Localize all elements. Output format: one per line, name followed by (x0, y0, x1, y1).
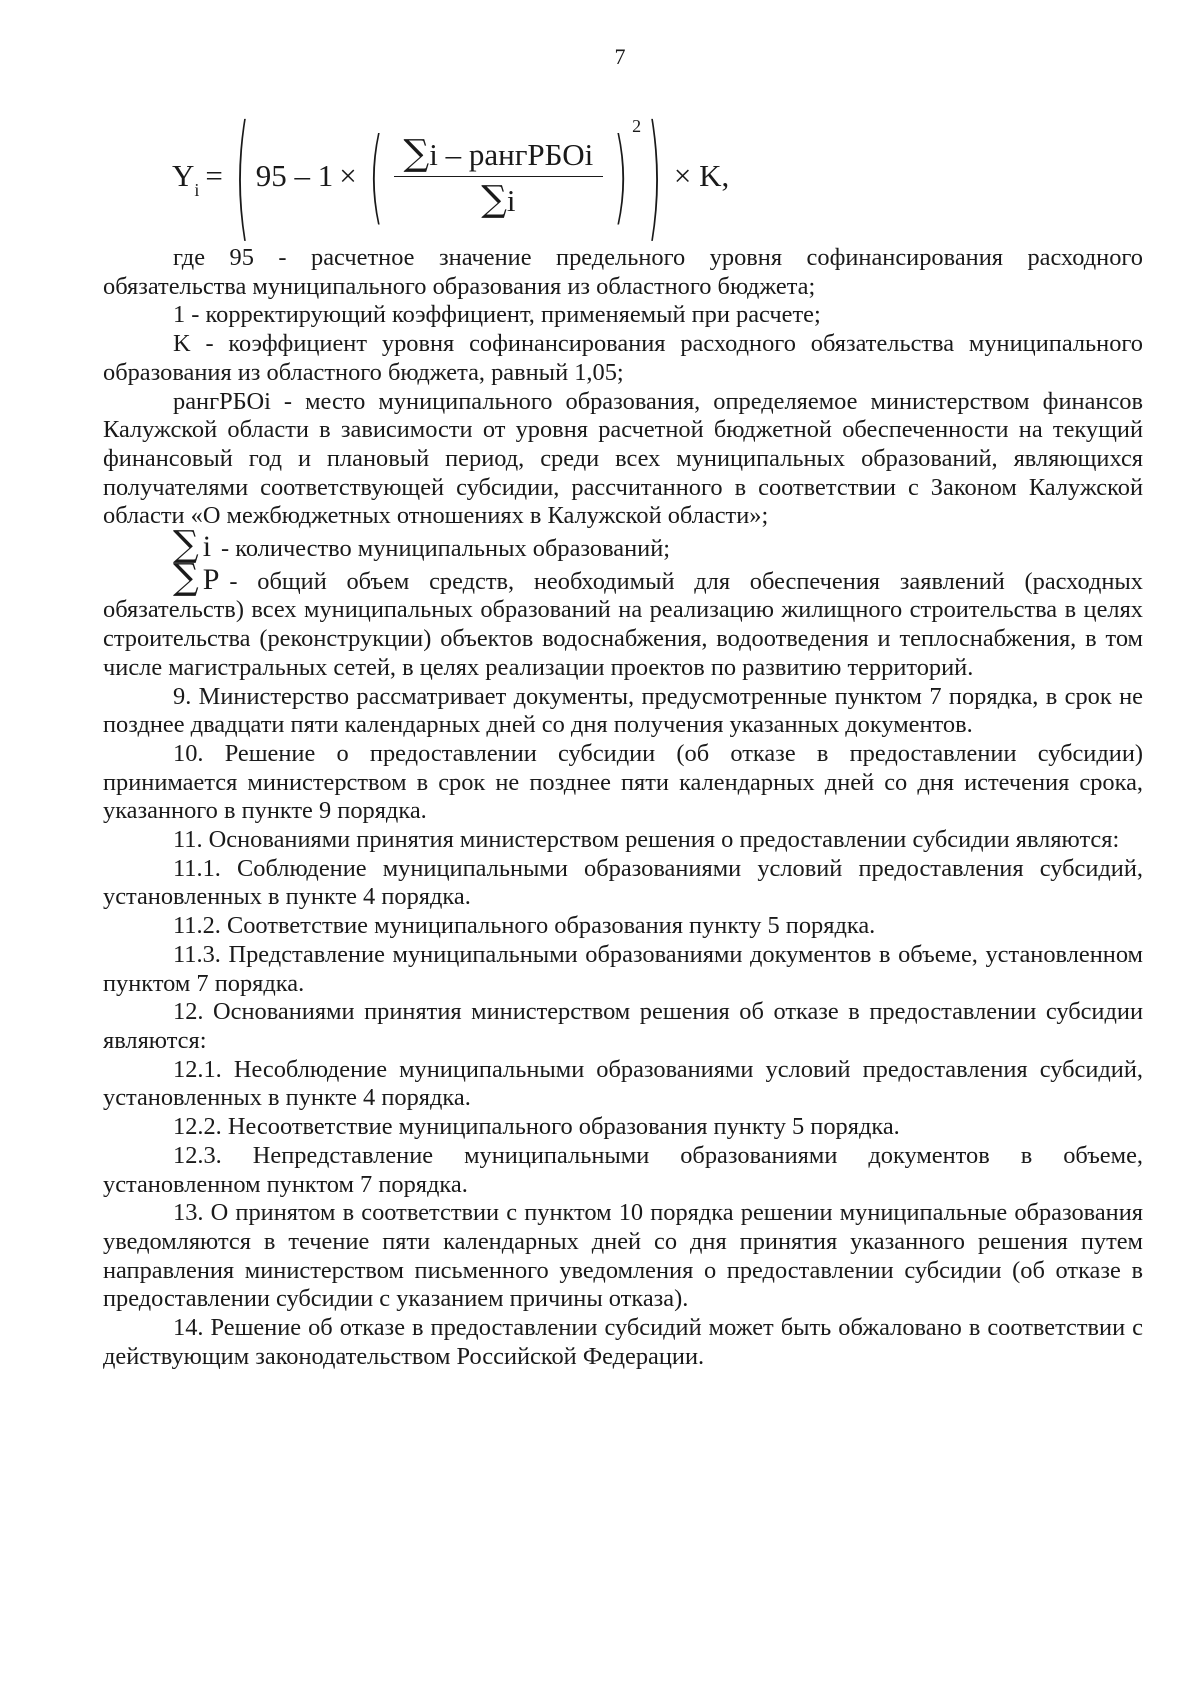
item-12-1: 12.1. Несоблюдение муниципальными образованиями условий предоставления субсидий, установленных в пункте 4 порядка. (103, 1055, 1143, 1112)
sigma-symbol: ∑ (173, 556, 199, 598)
item-11-3: 11.3. Представление муниципальными образованиями документов в объеме, установленном пунктом 7 порядка. (103, 940, 1143, 997)
formula-inner-close-paren: ) (613, 116, 629, 236)
subsidy-formula (172, 96, 735, 256)
definition-1: 1 - корректирующий коэффициент, применяемый при расчете; (173, 301, 821, 329)
sigma-symbol: ∑ (481, 178, 507, 220)
formula-equals: = (205, 158, 223, 193)
formula-times: × (339, 158, 357, 193)
item-11-1: 11.1. Соблюдение муниципальными образованиями условий предоставления субсидий, установленных в пункте 4 порядка. (103, 854, 1143, 911)
formula-lhs: $Y_i$ (172, 158, 200, 200)
item-9: 9. Министерство рассматривает документы, предусмотренные пунктом 7 порядка, в срок не позднее двадцати пяти календарных дней со дня получения указанных документов. (103, 682, 1143, 739)
sum-i-text: - количество муниципальных образований; (221, 535, 671, 563)
formula-numerator: ∑i – рангРБОi (394, 133, 604, 177)
definition-sum-p (103, 556, 1143, 683)
item-11-2: 11.2. Соответствие муниципального образования пункту 5 порядка. (173, 912, 876, 940)
item-12-3: 12.3. Непредставление муниципальными образованиями документов в объеме, установленном пунктом 7 порядка. (103, 1141, 1143, 1198)
formula-outer-open-paren: ( (234, 96, 250, 256)
formula-fraction (394, 133, 604, 220)
sum-p-var: P (202, 562, 220, 596)
sigma-symbol: ∑ (403, 132, 430, 174)
sum-i-var: i (202, 530, 212, 564)
sigma-symbol: ∑ (173, 524, 199, 566)
item-11: 11. Основаниями принятия министерством решения о предоставлении субсидии являются: (173, 826, 1120, 854)
definition-sum-i (103, 524, 1143, 566)
page-number: 7 (614, 44, 626, 69)
formula-tail: × K, (673, 158, 730, 193)
definition-95: где 95 - расчетное значение предельного уровня софинансирования расходного обязательства муниципального образования из областного бюджета; (103, 244, 1143, 300)
formula-exponent: 2 (632, 115, 642, 136)
definition-rank: рангРБОi - место муниципального образования, определяемое министерством финансов Калужской области в зависимости от уровня расчетной бюджетной обеспеченности на текущий финансовый год и плановый период, среди всех муниципальных образований, являющихся получателями соответствующей субсидии, рассчитанного в соответствии с Законом Калужской области «О межбюджетных отношениях в Калужской области»; (103, 387, 1143, 530)
item-14: 14. Решение об отказе в предоставлении субсидий может быть обжаловано в соответствии с действующим законодательством Российской Федерации. (103, 1314, 1143, 1370)
formula-const: 95 – 1 (255, 158, 334, 193)
item-10: 10. Решение о предоставлении субсидии (об отказе в предоставлении субсидии) принимается министерством в срок не позднее пяти календарных дней со дня истечения срока, указанного в пункте 9 порядка. (103, 739, 1143, 825)
formula-inner-open-paren: ( (368, 116, 384, 236)
sum-p-text: - общий объем средств, необходимый для обеспечения заявлений (расходных обязательств) всех муниципальных образований на реализацию жилищного строительства в целях строительства (реконструкции) объектов водоснабжения, водоотведения и теплоснабжения, в том числе магистральных сетей, в целях реализации проектов по развитию территорий. (103, 567, 1143, 681)
item-13: 13. О принятом в соответствии с пунктом 10 порядка решении муниципальные образования уведомляются в течение пяти календарных дней со дня принятия указанного решения путем направления министерством письменного уведомления о предоставлении субсидии (об отказе в предоставлении субсидии с указанием причины отказа). (103, 1199, 1143, 1313)
definition-k: K - коэффициент уровня софинансирования расходного обязательства муниципального образования из областного бюджета, равный 1,05; (103, 330, 1143, 386)
item-12-2: 12.2. Несоответствие муниципального образования пункту 5 порядка. (173, 1113, 900, 1141)
item-12: 12. Основаниями принятия министерством решения об отказе в предоставлении субсидии являются: (103, 998, 1143, 1054)
document-body (103, 244, 1143, 1371)
formula-denominator: ∑i (481, 178, 516, 220)
formula-outer-close-paren: ) (647, 96, 662, 256)
